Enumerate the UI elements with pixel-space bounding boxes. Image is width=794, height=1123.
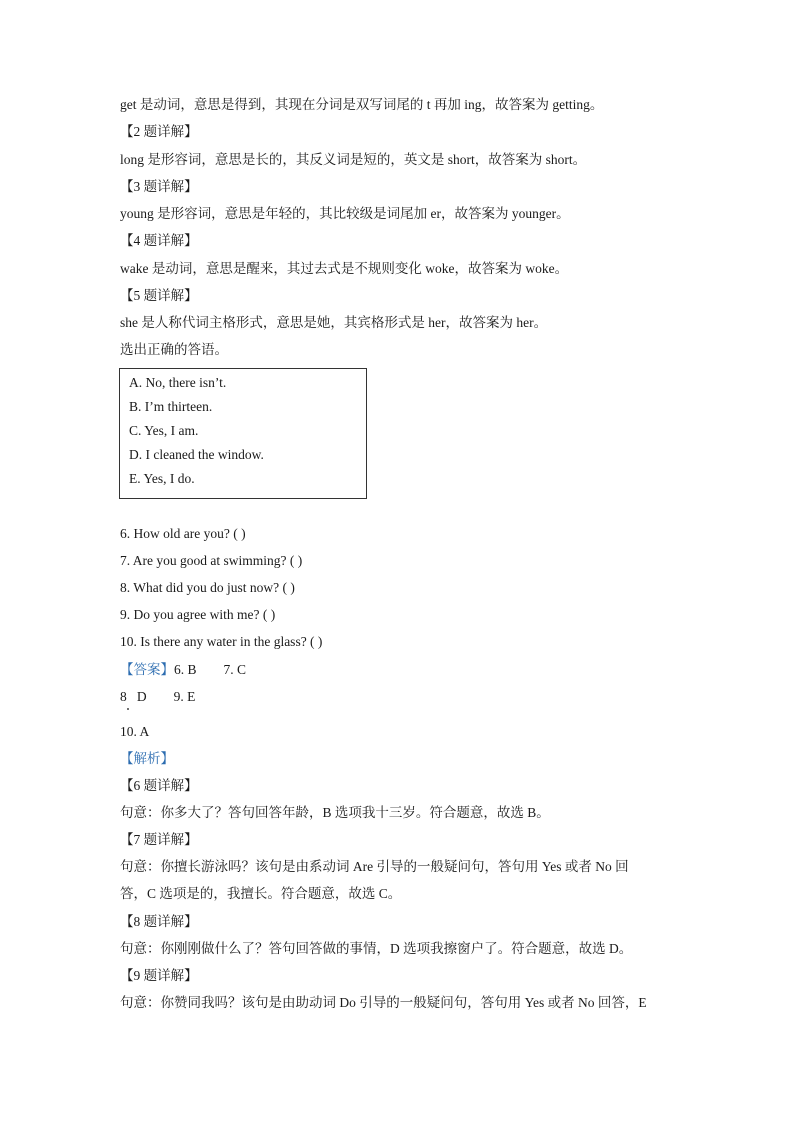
question-6: 6. How old are you? ( ) — [120, 526, 246, 541]
option-e: E. Yes, I do. — [129, 471, 195, 486]
text-line: she 是人称代词主格形式，意思是她，其宾格形式是 her，故答案为 her。 — [120, 315, 548, 330]
options-box — [119, 368, 367, 499]
stray-dot — [127, 708, 129, 710]
answer-text-1: 6. B 7. C — [174, 662, 247, 677]
section-heading: 【6 题详解】 — [120, 778, 198, 793]
answer-line — [120, 661, 246, 679]
text-line: 句意：你赞同我吗？该句是由助动词 Do 引导的一般疑问句，答句用 Yes 或者 No 回答，E — [120, 995, 647, 1010]
section-heading: 【5 题详解】 — [120, 288, 198, 303]
text-line: 句意：你擅长游泳吗？该句是由系动词 Are 引导的一般疑问句，答句用 Yes 或者 No 回 — [120, 859, 629, 874]
instruction-text: 选出正确的答语。 — [120, 342, 228, 357]
answer-text-2: 8 D 9. E — [120, 689, 196, 704]
text-line: get 是动词，意思是得到，其现在分词是双写词尾的 t 再加 ing，故答案为 getting。 — [120, 97, 604, 112]
text-line: 句意：你刚刚做什么了？答句回答做的事情，D 选项我擦窗户了。符合题意，故选 D。 — [120, 941, 633, 956]
section-heading: 【9 题详解】 — [120, 968, 198, 983]
question-7: 7. Are you good at swimming? ( ) — [120, 553, 303, 568]
section-heading: 【7 题详解】 — [120, 832, 198, 847]
text-line: wake 是动词，意思是醒来，其过去式是不规则变化 woke，故答案为 woke。 — [120, 261, 569, 276]
section-heading: 【4 题详解】 — [120, 233, 198, 248]
section-heading: 【8 题详解】 — [120, 914, 198, 929]
option-b: B. I’m thirteen. — [129, 399, 213, 414]
option-d: D. I cleaned the window. — [129, 447, 264, 462]
answer-text-3: 10. A — [120, 724, 150, 739]
answer-label: 【答案】 — [120, 662, 174, 677]
text-line: 答，C 选项是的，我擅长。符合题意，故选 C。 — [120, 886, 402, 901]
option-a: A. No, there isn’t. — [129, 375, 227, 390]
text-line: 句意：你多大了？答句回答年龄，B 选项我十三岁。符合题意，故选 B。 — [120, 805, 550, 820]
text-line: long 是形容词，意思是长的，其反义词是短的，英文是 short，故答案为 short。 — [120, 152, 587, 167]
question-10: 10. Is there any water in the glass? ( ) — [120, 634, 323, 649]
question-9: 9. Do you agree with me? ( ) — [120, 607, 276, 622]
question-8: 8. What did you do just now? ( ) — [120, 580, 295, 595]
option-c: C. Yes, I am. — [129, 423, 199, 438]
section-heading: 【2 题详解】 — [120, 124, 198, 139]
text-line: young 是形容词，意思是年轻的，其比较级是词尾加 er，故答案为 younger。 — [120, 206, 570, 221]
section-heading: 【3 题详解】 — [120, 179, 198, 194]
analysis-label: 【解析】 — [120, 751, 174, 766]
